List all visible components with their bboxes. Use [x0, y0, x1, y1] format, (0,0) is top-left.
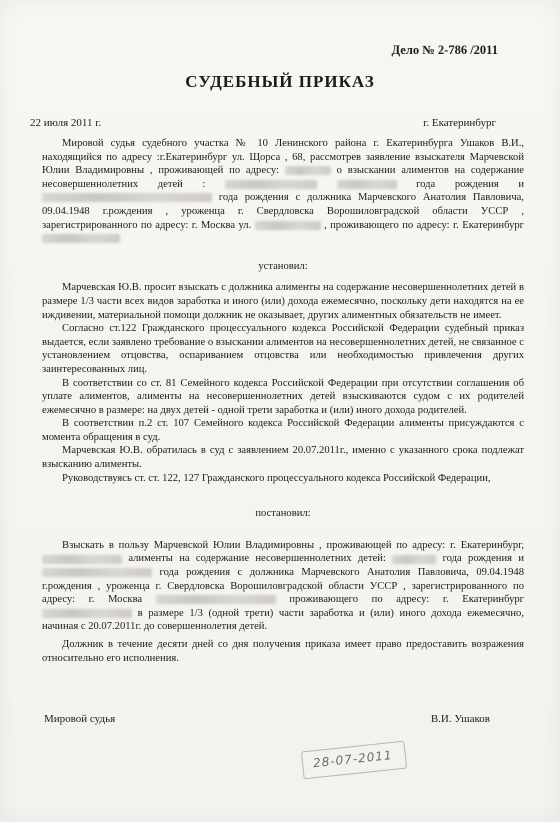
document-title: СУДЕБНЫЙ ПРИКАЗ	[185, 72, 375, 91]
redacted-block	[42, 555, 122, 564]
paragraph-article-107: В соответствии п.2 ст. 107 Семейного кодекса Российской Федерации алименты присуждаются с момента обращения в суд.	[42, 418, 524, 443]
section-heading-ruled: постановил:	[255, 508, 311, 520]
signature-role: Мировой судья	[44, 713, 116, 725]
redacted-block	[156, 595, 276, 604]
document-body	[42, 137, 524, 665]
intro-text-b: о взыскании алиментов на содержание несовершеннолетних детей :	[42, 165, 524, 190]
redacted-block	[42, 609, 132, 618]
document-date: 22 июля 2011 г.	[30, 117, 102, 129]
intro-text-c: года рождения и	[416, 178, 525, 190]
paragraph-article-122: Согласно ст.122 Гражданского процессуального кодекса Российской Федерации судебный приказ выдается, если заявлено требование о взыскании алиментов на несовершеннолетних детей, не связанное с установлением отцовства, оспариванием отцовства или необходимостью привлечения других заинтересованных лиц.	[42, 323, 524, 375]
paragraph-filing-date: Марчевская Ю.В. обратилась в суд с заявлением 20.07.2011г., именно с указанного срока подлежат взысканию алименты.	[42, 445, 524, 471]
redacted-block	[42, 234, 120, 243]
case-number: Дело № 2-786 /2011	[391, 43, 498, 57]
document-city: г. Екатеринбург	[423, 117, 496, 129]
date-stamp	[301, 741, 407, 780]
stamp-date: 28-07-2011	[312, 747, 394, 771]
paragraph-guided-by: Руководствуясь ст. ст. 122, 127 Гражданского процессуального кодекса Российской Федерации,	[62, 472, 491, 484]
redacted-block	[225, 180, 317, 189]
ruling-text-b: алименты на содержание несовершеннолетних детей:	[128, 553, 386, 565]
redacted-block	[285, 166, 331, 175]
redacted-block	[337, 180, 397, 189]
intro-text-e: , проживающего по адресу: г. Екатеринбург	[324, 219, 525, 231]
redacted-block	[42, 193, 212, 202]
redacted-block	[255, 221, 321, 230]
intro-text-d: года рождения с должника Марчевского Анатолия Павловича, 09.04.1948 г.рождения , уроженца г. Свердловска Ворошиловградской области УССР , зарегистрированного по адресу: г. Москва ул.	[42, 192, 524, 231]
section-heading-established: установил:	[258, 260, 308, 272]
redacted-block	[392, 555, 436, 564]
ruling-text-a: Взыскать в пользу Марчевской Юлии Владимировны , проживающей по адресу: г. Екатеринбург,	[62, 539, 524, 551]
intro-paragraph	[42, 137, 524, 246]
paragraph-objection-right: Должник в течение десяти дней со дня получения приказа имеет право предоставить возражения относительно его исполнения.	[42, 639, 524, 664]
ruling-text-d: года рождения с должника Марчевского Анатолия Павловича, 09.04.1948 г.рождения ,	[42, 567, 524, 592]
signature-name: В.И. Ушаков	[430, 713, 490, 725]
paragraph-article-81: В соответствии со ст. 81 Семейного кодекса Российской Федерации при отсутствии соглашения об уплате алиментов, алименты на несовершеннолетних детей взыскиваются судом с их родителей ежемесячно в размере: на двух детей - одной трети заработка и (или) иного дохода родителей.	[42, 377, 524, 416]
ruling-text-c: года рождения и	[442, 553, 525, 565]
ruling-text-g: в размере 1/3 (одной трети) части заработка и (или) иного дохода ежемесячно, начиная с 20.07.2011г. до совершеннолетия детей.	[42, 607, 524, 633]
paragraph-claim: Марчевская Ю.В. просит взыскать с должника алименты на содержание несовершеннолетних детей в размере 1/3 части всех видов заработка и иного (или) дохода ежемесячно, поскольку дети находятся на ее иждивении, материальной помощи должник не оказывает, других алиментных обязательств не имеет.	[42, 282, 524, 321]
intro-text-a: Мировой судья судебного участка № 10 Ленинского района г. Екатеринбурга Ушаков В.И., находящийся по адресу :г.Екатеринбург ул. Щорса , 68, рассмотрев заявление взыскателя Марчевской Юлии Владимировны , проживающей по адресу:	[42, 138, 524, 177]
ruling-text-f: проживающего по адресу: г. Екатеринбург	[289, 594, 525, 606]
ruling-paragraph	[42, 539, 524, 634]
ruling-text-e: уроженца г. Свердловска Ворошиловградской области УССР , зарегистрированного по адресу: г. Москва	[42, 580, 524, 606]
redacted-block	[42, 568, 152, 577]
